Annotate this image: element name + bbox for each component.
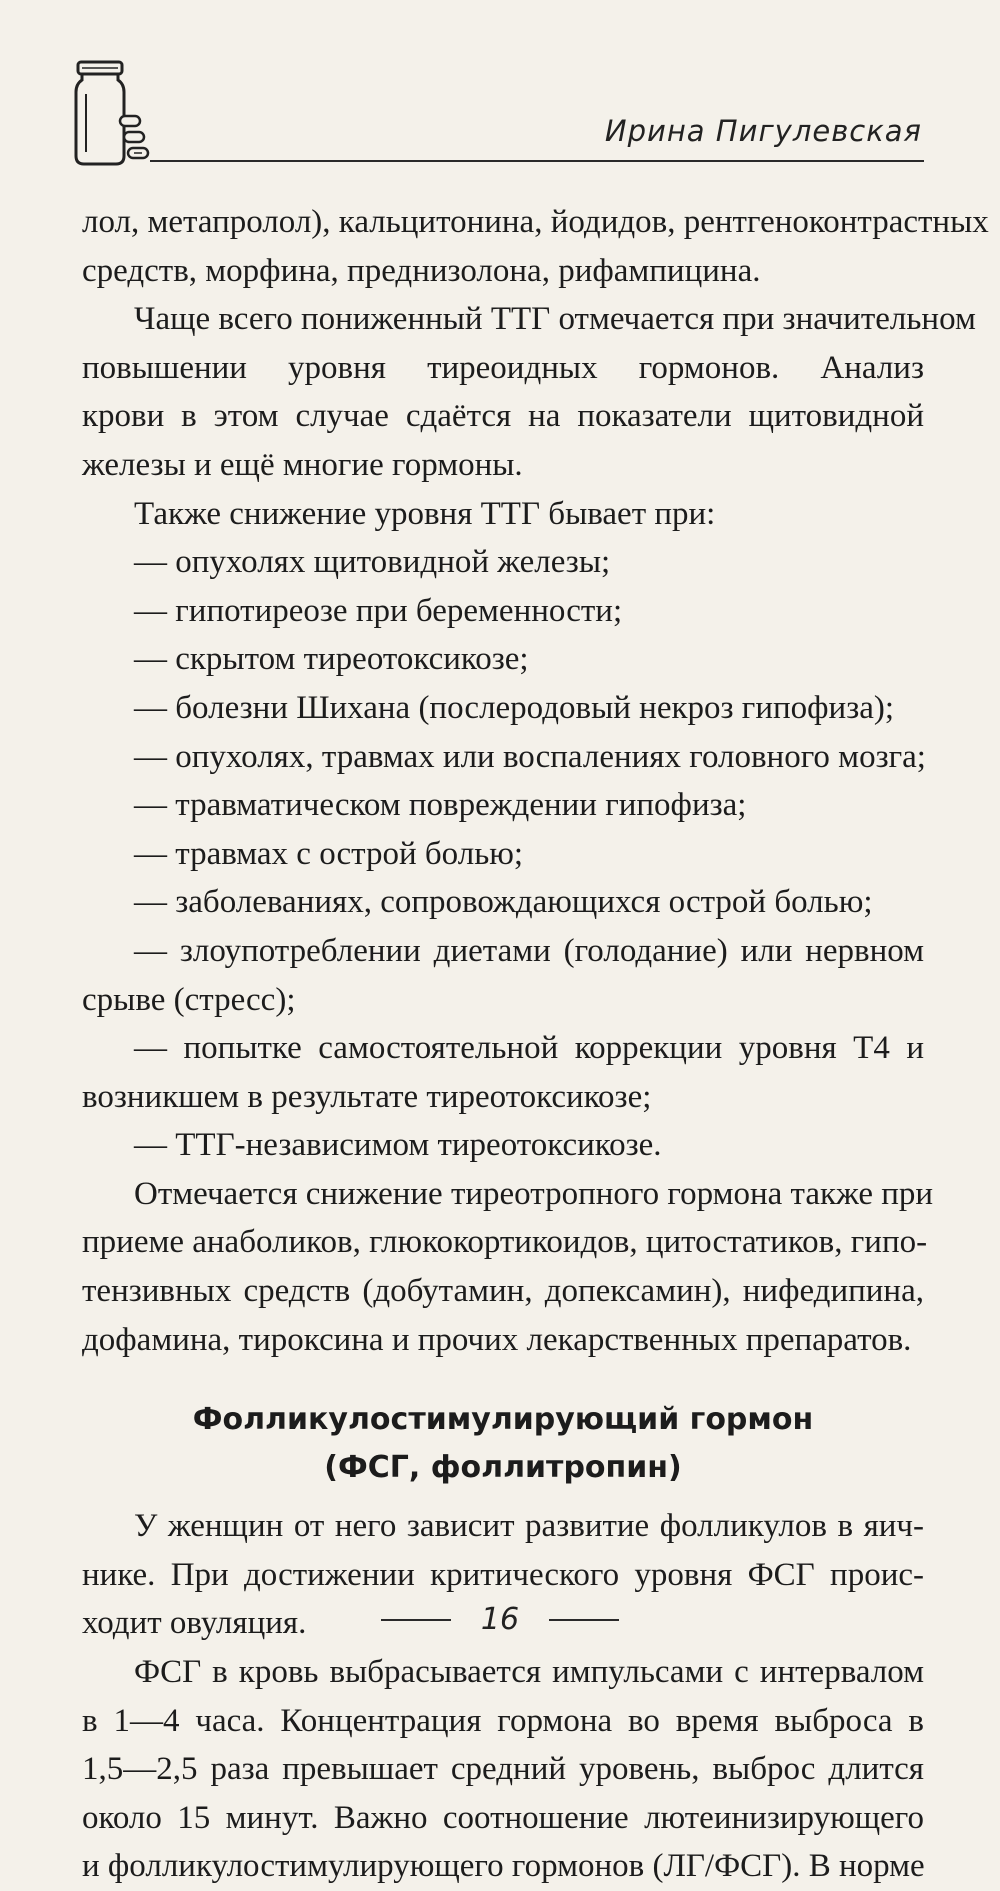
- text-line: нике. При достижении критического уровня ФСГ проис-: [82, 1556, 924, 1593]
- list-item-cont: срыве (стресс);: [82, 981, 296, 1018]
- section-heading-line1: Фолликулостимулирующий гормон: [192, 1402, 814, 1438]
- list-item: — попытке самостоятельной коррекции уровня Т4 и: [134, 1030, 924, 1067]
- running-head: Ирина Пигулевская: [604, 114, 922, 148]
- text-line: около 15 минут. Важно соотношение лютеинизирующего: [82, 1799, 924, 1836]
- text-line: приеме анаболиков, глюкокортикоидов, цитостатиков, гипо-: [82, 1224, 928, 1261]
- page-footer: [0, 1602, 1000, 1637]
- text-line: дофамина, тироксина и прочих лекарственных препаратов.: [82, 1321, 912, 1358]
- text-line: ФСГ в кровь выбрасывается импульсами с интервалом: [134, 1654, 924, 1691]
- text-line: Отмечается снижение тиреотропного гормона также при: [134, 1175, 934, 1212]
- text-line: повышении уровня тиреоидных гормонов. Анализ: [82, 349, 924, 386]
- text-line: и фолликулостимулирующего гормонов (ЛГ/ФСГ). В норме: [82, 1848, 925, 1885]
- text-line: железы и ещё многие гормоны.: [82, 446, 523, 483]
- text-line: ходит овуляция.: [82, 1605, 307, 1642]
- footer-rule-left: [381, 1619, 451, 1621]
- text-line: Чаще всего пониженный ТТГ отмечается при значительном: [134, 301, 976, 338]
- list-item: — ТТГ-независимом тиреотоксикозе.: [134, 1127, 662, 1164]
- list-item: — травмах с острой болью;: [134, 835, 524, 872]
- medicine-bottle-icon: [74, 60, 164, 170]
- list-item: — опухолях, травмах или воспалениях головного мозга;: [134, 738, 926, 775]
- text-line: лол, метапролол), кальцитонина, йодидов, рентгеноконтрастных: [82, 204, 989, 240]
- text-line: тензивных средств (добутамин, допексамин), нифедипина,: [82, 1273, 924, 1310]
- list-item: — болезни Шихана (послеродовый некроз гипофиза);: [134, 689, 895, 726]
- list-item: — заболеваниях, сопровождающихся острой болью;: [134, 884, 873, 921]
- section-heading-line2: (ФСГ, фоллитропин): [324, 1450, 682, 1486]
- text-line: крови в этом случае сдаётся на показатели щитовидной: [82, 398, 924, 435]
- header-rule: [150, 160, 924, 162]
- footer-rule-right: [549, 1619, 619, 1621]
- list-item-cont: возникшем в результате тиреотоксикозе;: [82, 1078, 652, 1115]
- text-line: 1,5—2,5 раза превышает средний уровень, выброс длится: [82, 1751, 924, 1788]
- list-item: — опухолях щитовидной железы;: [134, 544, 611, 581]
- page-content: [82, 198, 989, 1891]
- list-item: — травматическом повреждении гипофиза;: [134, 787, 747, 824]
- list-item: — скрытом тиреотоксикозе;: [134, 641, 529, 678]
- page-number: 16: [480, 1602, 520, 1637]
- list-item: — гипотиреозе при беременности;: [134, 592, 623, 629]
- text-line: У женщин от него зависит развитие фолликулов в яич-: [134, 1508, 924, 1545]
- text-line: в 1—4 часа. Концентрация гормона во время выброса в: [82, 1702, 924, 1739]
- list-item: — злоупотреблении диетами (голодание) или нервном: [134, 932, 924, 969]
- list-intro: Также снижение уровня ТТГ бывает при:: [134, 495, 716, 532]
- text-line: средств, морфина, преднизолона, рифампицина.: [82, 252, 761, 289]
